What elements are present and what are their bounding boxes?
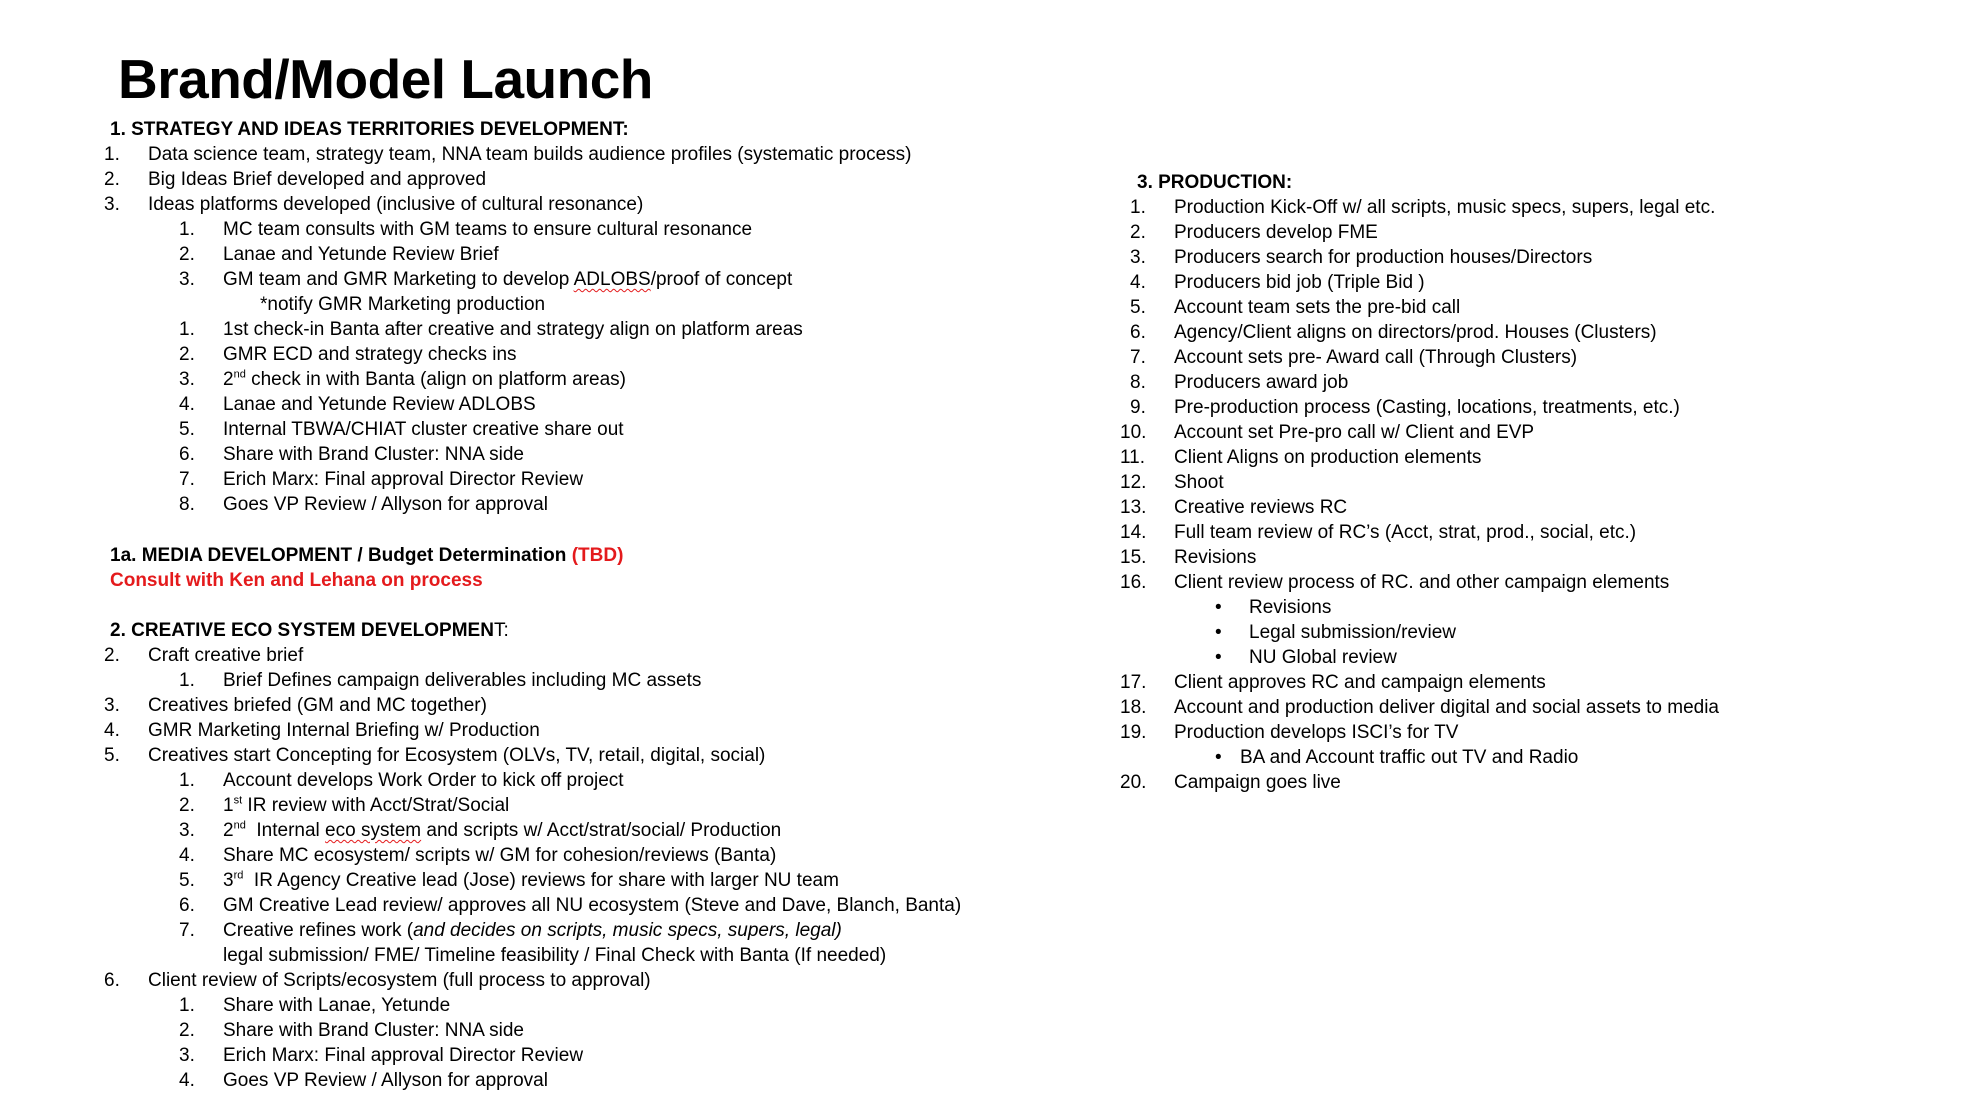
section-1a-heading: 1a. MEDIA DEVELOPMENT / Budget Determination (TBD) [110,545,624,566]
note-text: *notify GMR Marketing production [260,294,546,315]
section-1-heading: 1. STRATEGY AND IDEAS TERRITORIES DEVELOPMENT: [110,119,629,140]
bullet-icon: • [1215,747,1222,768]
page-title: Brand/Model Launch [118,48,653,110]
bullet-icon: • [1215,647,1222,668]
bullet-icon: • [1215,597,1222,618]
continuation-text: legal submission/ FME/ Timeline feasibility / Final Check with Banta (If needed) [223,945,887,966]
section-3-heading: 3. PRODUCTION: [1137,172,1293,193]
bullet-icon: • [1215,622,1222,643]
consult-note: Consult with Ken and Lehana on process [110,570,483,591]
spellcheck-flagged-word: ADLOBS [573,269,651,290]
section-2-heading: 2. CREATIVE ECO SYSTEM DEVELOPMENT: [110,620,509,641]
tbd-label: (TBD) [571,545,624,566]
spellcheck-flagged-word: eco system [325,820,422,841]
